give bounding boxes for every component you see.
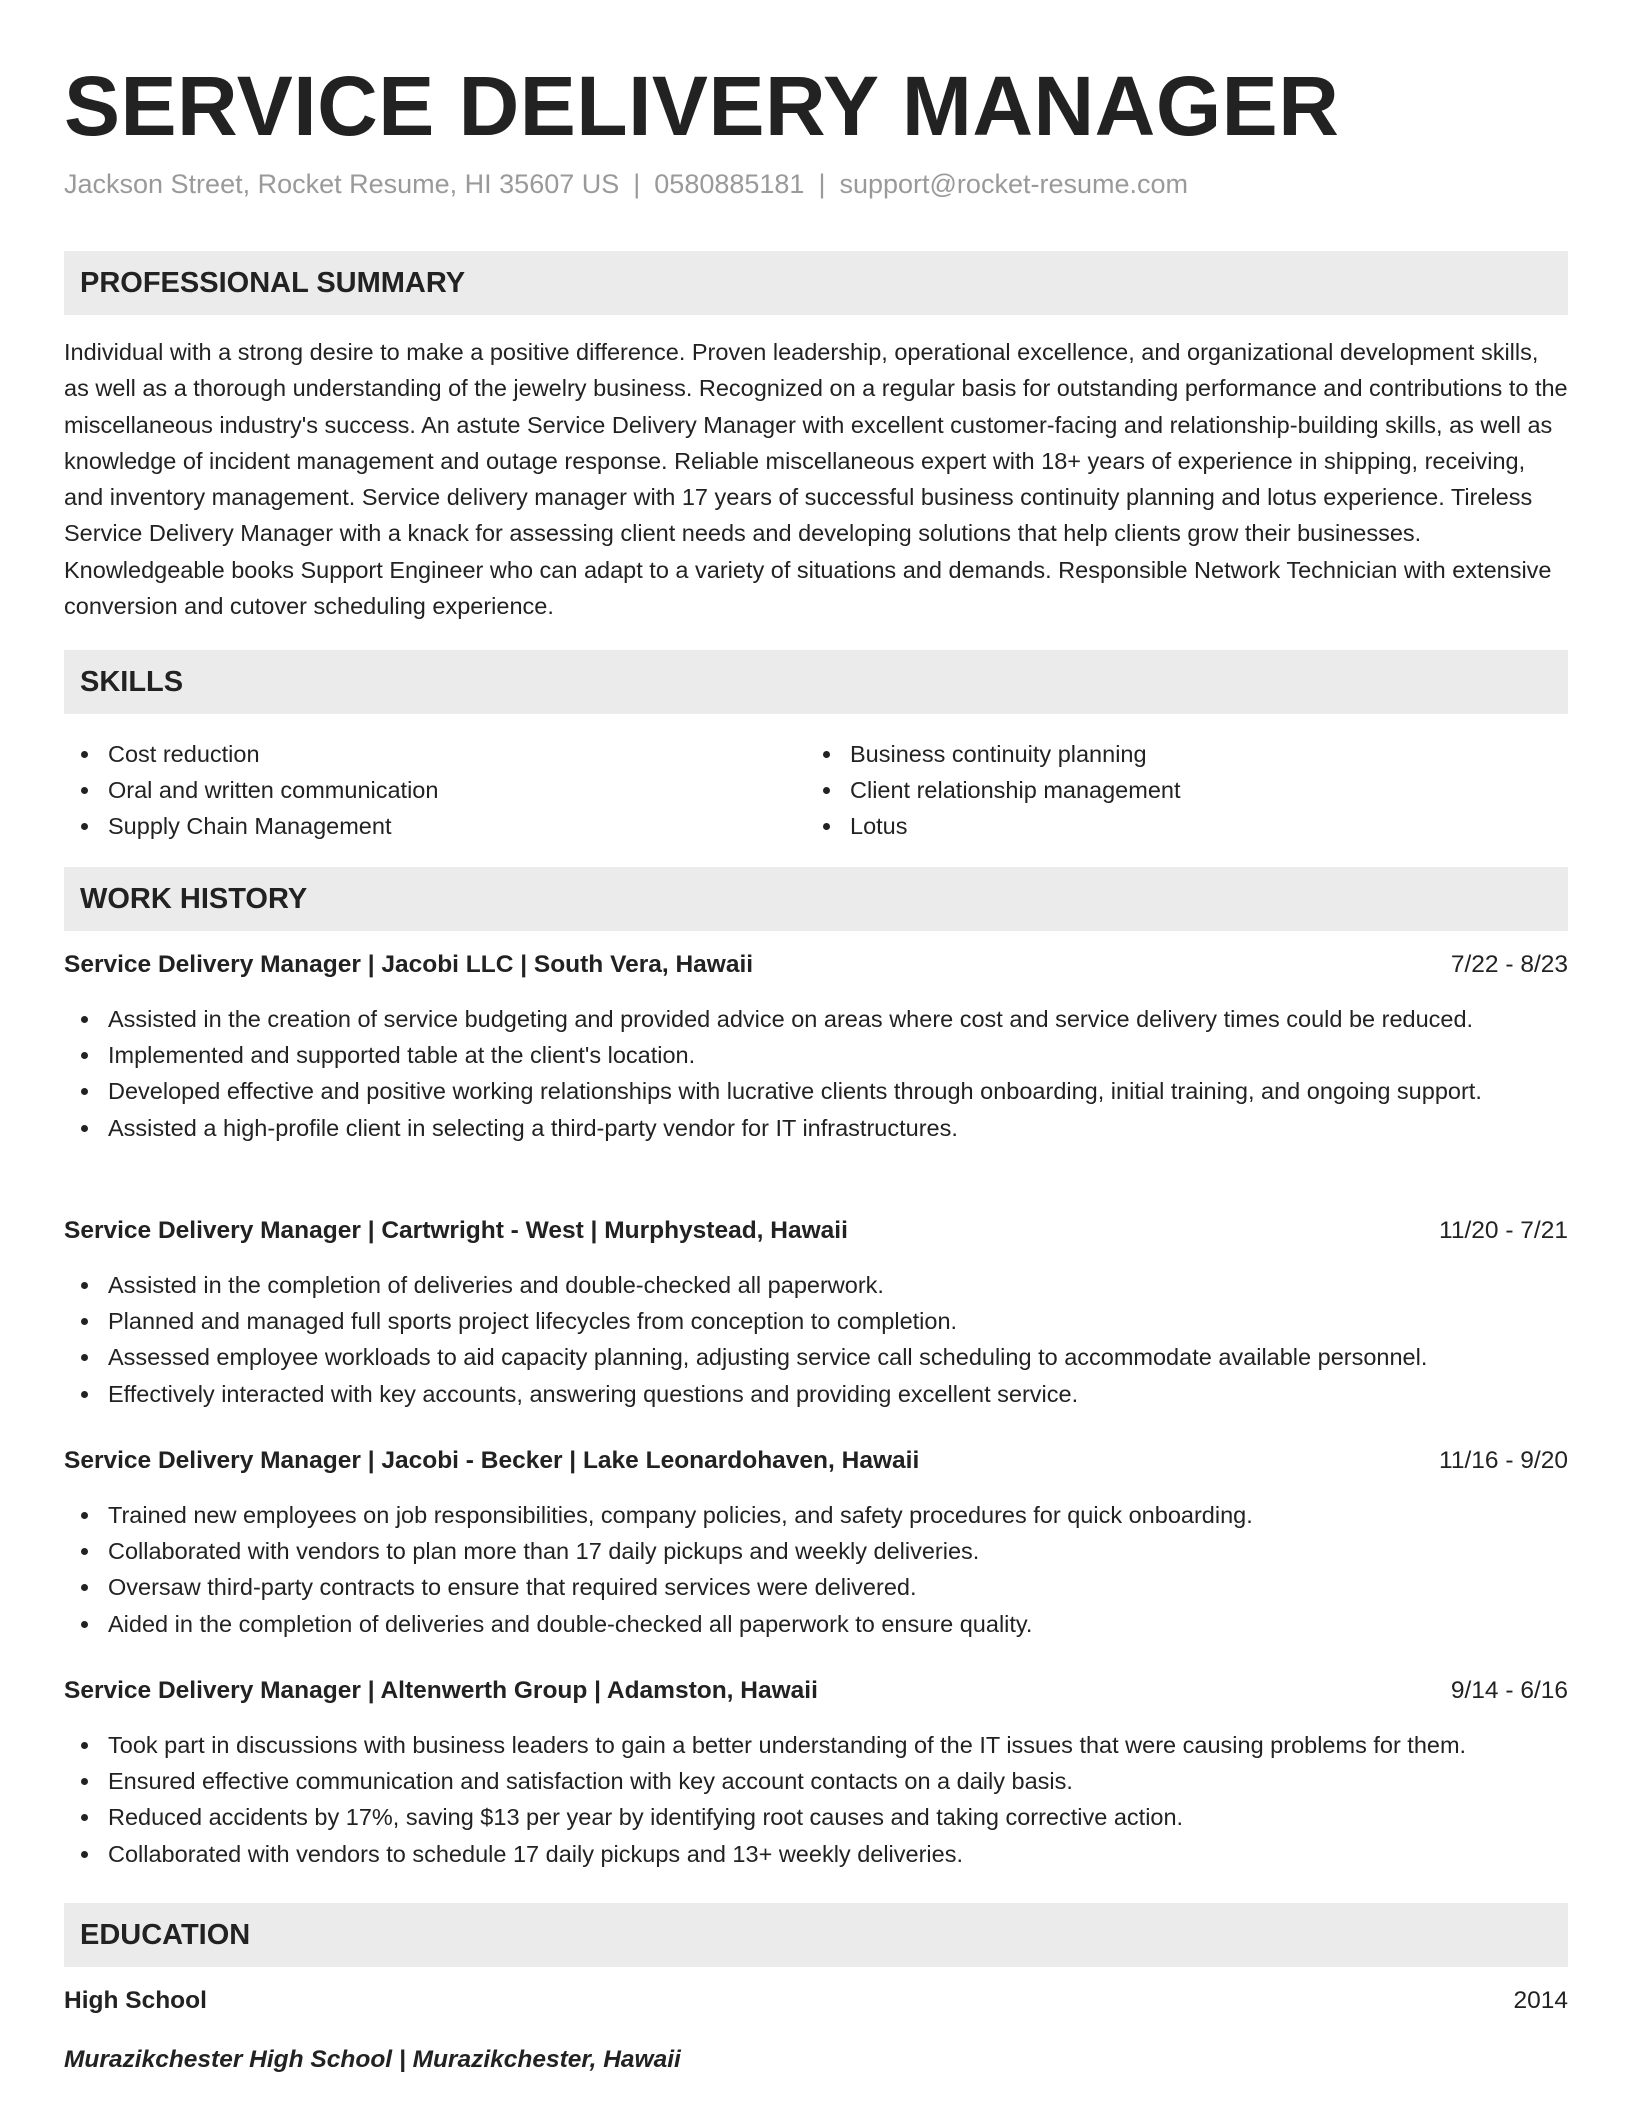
section-title: SKILLS	[80, 666, 184, 698]
job-bullets	[64, 1001, 1568, 1146]
job-header	[64, 1213, 1568, 1249]
section-title: EDUCATION	[80, 1919, 251, 1951]
candidate-name: SERVICE DELIVERY MANAGER	[64, 59, 1340, 153]
job-dates: 7/22 - 8/23	[1450, 951, 1568, 978]
job-bullet: Planned and managed full sports project lifecycles from conception to completion.	[64, 1303, 1568, 1339]
skill-item: Cost reduction	[64, 736, 804, 772]
job-title: Service Delivery Manager | Jacobi - Becker | Lake Leonardohaven, Hawaii	[64, 1447, 920, 1474]
job-header	[64, 947, 1568, 983]
job-bullet: Ensured effective communication and satisfaction with key account contacts on a daily basis.	[64, 1763, 1568, 1799]
job-title: Service Delivery Manager | Jacobi LLC | South Vera, Hawaii	[64, 951, 754, 978]
contact-phone[interactable]: 0580885181	[654, 169, 805, 199]
section-title: PROFESSIONAL SUMMARY	[80, 267, 466, 299]
job-bullet: Effectively interacted with key accounts, answering questions and providing excellent service.	[64, 1376, 1568, 1412]
job-bullets	[64, 1497, 1568, 1642]
job-bullet: Assisted a high-profile client in selecting a third-party vendor for IT infrastructures.	[64, 1110, 1568, 1146]
job-bullet: Aided in the completion of deliveries and double-checked all paperwork to ensure quality.	[64, 1606, 1568, 1642]
education-header	[64, 1983, 1568, 2019]
summary-text: Individual with a strong desire to make a positive difference. Proven leadership, operational excellence, and organizational development skills, as well as a thorough understanding of the jewelry business. Recognized on a regular basis for outstanding performance and contributions to the miscellaneous industry's success. An astute Service Delivery Manager with excellent customer-facing and relationship-building skills, as well as knowledge of incident management and outage response. Reliable miscellaneous expert with 18+ years of experience in shipping, receiving, and inventory management. Service delivery manager with 17 years of successful business continuity planning and lotus experience. Tireless Service Delivery Manager with a knack for assessing client needs and developing solutions that help clients grow their businesses. Knowledgeable books Support Engineer who can adapt to a variety of situations and demands. Responsible Network Technician with extensive conversion and cutover scheduling experience.	[64, 339, 1568, 620]
contact-separator: |	[818, 169, 826, 199]
job-bullet: Reduced accidents by 17%, saving $13 per year by identifying root causes and taking corrective action.	[64, 1799, 1568, 1835]
job-bullet: Developed effective and positive working relationships with lucrative clients through onboarding, initial training, and ongoing support.	[64, 1073, 1568, 1109]
skills-column-left	[64, 736, 804, 845]
job-header	[64, 1443, 1568, 1479]
job-title: Service Delivery Manager | Cartwright - West | Murphystead, Hawaii	[64, 1217, 848, 1244]
section-header-skills	[64, 650, 1568, 714]
skill-item: Lotus	[806, 808, 1546, 844]
job-bullet: Assessed employee workloads to aid capacity planning, adjusting service call scheduling to accommodate available personnel.	[64, 1339, 1568, 1375]
job-dates: 11/16 - 9/20	[1439, 1447, 1568, 1474]
section-title: WORK HISTORY	[80, 883, 308, 915]
skill-item: Supply Chain Management	[64, 808, 804, 844]
job-bullet: Trained new employees on job responsibilities, company policies, and safety procedures for quick onboarding.	[64, 1497, 1568, 1533]
job-bullets	[64, 1727, 1568, 1872]
education-school: Murazikchester High School | Murazikchester, Hawaii	[64, 2046, 681, 2073]
job-bullet: Assisted in the creation of service budgeting and provided advice on areas where cost and service delivery times could be reduced.	[64, 1001, 1568, 1037]
job-dates: 9/14 - 6/16	[1450, 1677, 1568, 1704]
education-year: 2014	[1513, 1987, 1568, 2014]
job-dates: 11/20 - 7/21	[1439, 1217, 1568, 1244]
job-title: Service Delivery Manager | Altenwerth Group | Adamston, Hawaii	[64, 1677, 818, 1704]
job-header	[64, 1673, 1568, 1709]
education-degree: High School	[64, 1987, 207, 2014]
contact-line	[64, 166, 1188, 202]
job-bullet: Took part in discussions with business leaders to gain a better understanding of the IT issues that were causing problems for them.	[64, 1727, 1568, 1763]
job-bullet: Collaborated with vendors to plan more than 17 daily pickups and weekly deliveries.	[64, 1533, 1568, 1569]
job-bullet: Oversaw third-party contracts to ensure that required services were delivered.	[64, 1569, 1568, 1605]
skills-column-right	[806, 736, 1546, 845]
contact-address: Jackson Street, Rocket Resume, HI 35607 US	[64, 169, 620, 199]
skill-item: Business continuity planning	[806, 736, 1546, 772]
skill-item: Client relationship management	[806, 772, 1546, 808]
section-header-summary	[64, 251, 1568, 315]
section-header-work-history	[64, 867, 1568, 931]
contact-separator: |	[633, 169, 641, 199]
contact-email[interactable]: support@rocket-resume.com	[839, 169, 1188, 199]
job-bullet: Assisted in the completion of deliveries and double-checked all paperwork.	[64, 1267, 1568, 1303]
job-bullet: Implemented and supported table at the client's location.	[64, 1037, 1568, 1073]
section-header-education	[64, 1903, 1568, 1967]
job-bullets	[64, 1267, 1568, 1412]
job-bullet: Collaborated with vendors to schedule 17 daily pickups and 13+ weekly deliveries.	[64, 1836, 1568, 1872]
skill-item: Oral and written communication	[64, 772, 804, 808]
